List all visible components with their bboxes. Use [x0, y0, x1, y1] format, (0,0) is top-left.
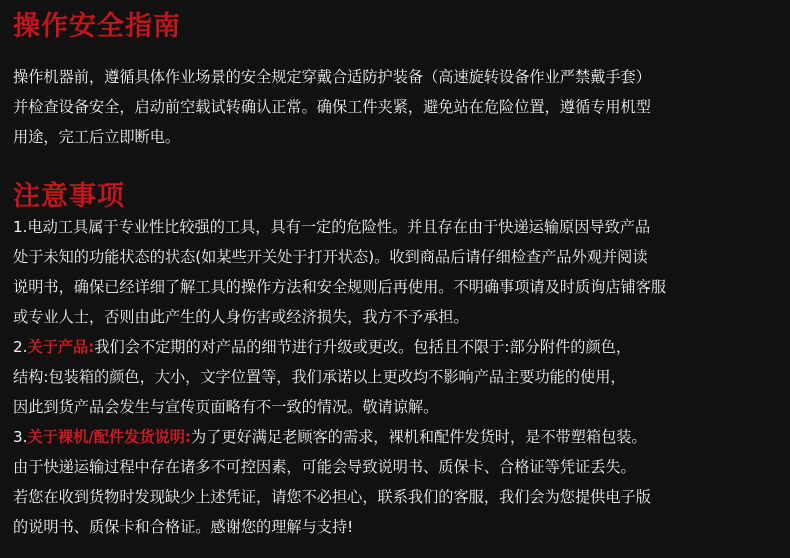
precautions-paragraph: [13, 212, 783, 542]
item-text: 为了更好满足老顾客的需求，裸机和配件发货时，是不带塑箱包装。: [191, 428, 647, 446]
text-line: 处于未知的功能状态的状态(如某些开关处于打开状态)。收到商品后请仔细检查产品外观并阅读: [13, 248, 648, 266]
text-line: 1.电动工具属于专业性比较强的工具，具有一定的危险性。并且存在由于快递运输原因导致产品: [13, 218, 651, 236]
text-line: 操作机器前，遵循具体作业场景的安全规定穿戴合适防护装备（高速旋转设备作业严禁戴手套）: [13, 68, 651, 86]
highlight-label-product: 关于产品:: [27, 338, 95, 356]
text-line: 由于快递运输过程中存在诸多不可控因素，可能会导致说明书、质保卡、合格证等凭证丢失。: [13, 458, 636, 476]
text-line: 的说明书、质保卡和合格证。感谢您的理解与支持!: [13, 518, 354, 536]
text-line: 若您在收到货物时发现缺少上述凭证，请您不必担心，联系我们的客服，我们会为您提供电子版: [13, 488, 651, 506]
item-text: 我们会不定期的对产品的细节进行升级或更改。包括且不限于:部分附件的颜色，: [94, 338, 632, 356]
section-title-operation-safety: 操作安全指南: [13, 11, 181, 42]
text-line: 说明书，确保已经详细了解工具的操作方法和安全规则后再使用。不明确事项请及时质询店铺客服: [13, 278, 667, 296]
text-line: 因此到货产品会发生与宣传页面略有不一致的情况。敬请谅解。: [13, 398, 439, 416]
item-number: 3.: [13, 428, 28, 446]
item-3-first-line: [13, 422, 783, 452]
text-line: 或专业人士，否则由此产生的人身伤害或经济损失，我方不予承担。: [13, 308, 469, 326]
text-line: 并检查设备安全，启动前空载试转确认正常。确保工件夹紧，避免站在危险位置，遵循专用机型: [13, 98, 651, 116]
text-line: 用途，完工后立即断电。: [13, 128, 181, 146]
item-number: 2.: [13, 338, 28, 356]
item-2-first-line: [13, 332, 783, 362]
operation-safety-paragraph: [13, 62, 783, 152]
highlight-label-shipping: 关于裸机/配件发货说明:: [27, 428, 191, 446]
section-title-precautions: 注意事项: [13, 181, 125, 212]
text-line: 结构:包装箱的颜色，大小，文字位置等，我们承诺以上更改均不影响产品主要功能的使用，: [13, 368, 626, 386]
